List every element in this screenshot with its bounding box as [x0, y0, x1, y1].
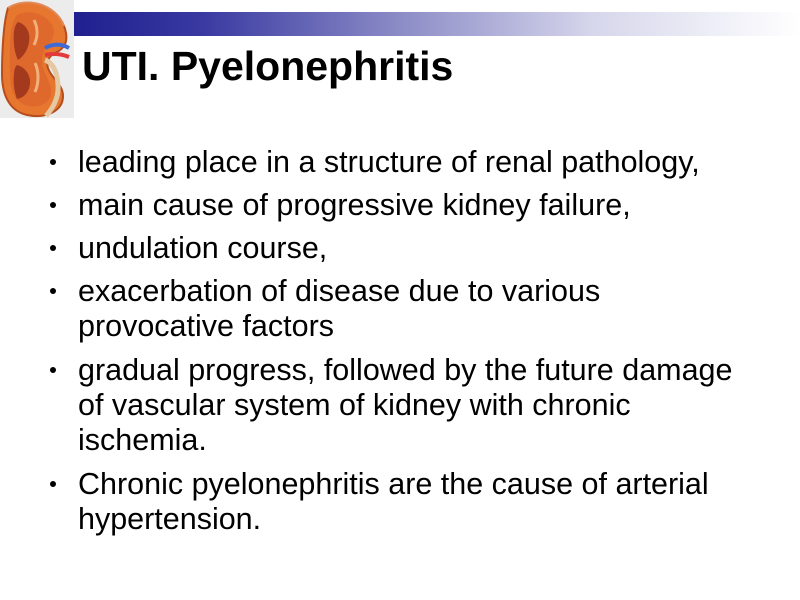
bullet-icon [50, 481, 56, 487]
bullet-text: exacerbation of disease due to various provocative factors [78, 274, 601, 343]
bullet-item [46, 188, 756, 223]
kidney-icon [0, 0, 74, 118]
bullet-icon [50, 202, 56, 208]
bullet-item [46, 467, 756, 537]
title-decoration-bar [74, 12, 800, 36]
bullet-icon [50, 288, 56, 294]
bullet-icon [50, 159, 56, 165]
bullet-item [46, 353, 756, 458]
slide-title: UTI. Pyelonephritis [82, 43, 454, 89]
bullet-item [46, 231, 756, 266]
bullet-text: Chronic pyelonephritis are the cause of arterial hypertension. [78, 467, 709, 536]
kidney-image [0, 0, 74, 118]
bullet-text: undulation course, [78, 231, 328, 265]
bullet-text: gradual progress, followed by the future damage of vascular system of kidney with chronic ischemia. [78, 353, 733, 457]
bullet-list [46, 145, 756, 545]
bullet-text: leading place in a structure of renal pathology, [78, 145, 700, 179]
bullet-icon [50, 245, 56, 251]
bullet-item [46, 274, 756, 344]
bullet-text: main cause of progressive kidney failure, [78, 188, 631, 222]
bullet-icon [50, 367, 56, 373]
bullet-item [46, 145, 756, 180]
